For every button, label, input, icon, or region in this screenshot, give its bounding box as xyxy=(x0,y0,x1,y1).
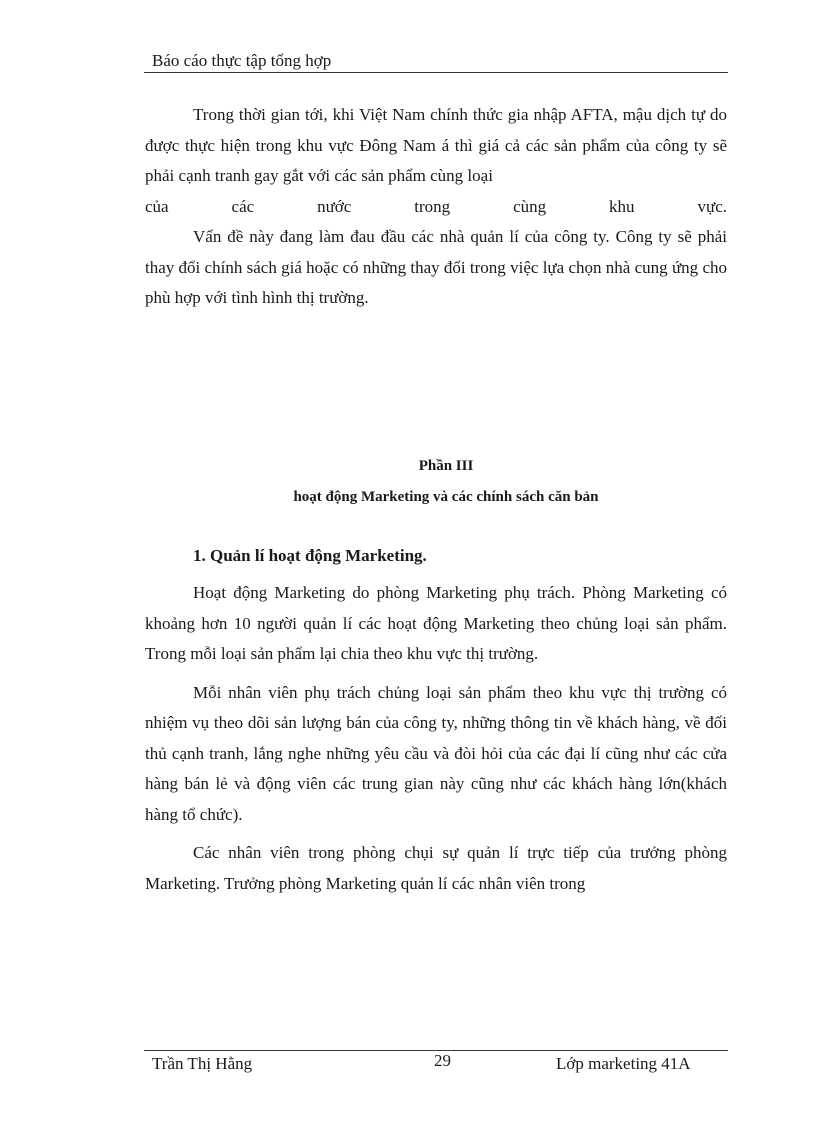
intro-section xyxy=(145,100,727,314)
footer-class-name: Lớp marketing 41A xyxy=(556,1054,691,1073)
intro-paragraph-1-main: Trong thời gian tới, khi Việt Nam chính thức gia nhập AFTA, mậu dịch tự do được thực hiện trong khu vực Đông Nam á thì giá cả các sản phẩm của công ty sẽ phải cạnh tranh gay gắt với các sản phẩm cùng loại xyxy=(145,105,727,185)
page-header xyxy=(144,50,728,73)
part-title-heading: hoạt động Marketing và các chính sách căn bản xyxy=(293,489,599,505)
part-number-heading: Phần III xyxy=(418,458,474,474)
section-body xyxy=(145,578,727,899)
footer-page-number: 29 xyxy=(434,1051,451,1070)
header-title: Báo cáo thực tập tổng hợp xyxy=(152,51,332,70)
intro-paragraph-1 xyxy=(145,100,727,192)
paragraph-gap xyxy=(145,830,727,838)
intro-paragraph-1-last-line xyxy=(145,192,727,223)
section-paragraph-3: Các nhân viên trong phòng chụi sự quản lí trực tiếp của trưởng phòng Marketing. Trưởng phòng Marketing quản lí các nhân viên trong xyxy=(145,843,727,893)
intro-paragraph-2: Vấn đề này đang làm đau đầu các nhà quản lí của công ty. Công ty sẽ phải thay đổi chính sách giá hoặc có những thay đổi trong việc lựa chọn nhà cung ứng cho phù hợp với tình hình thị trường. xyxy=(145,227,727,307)
section-paragraph-1: Hoạt động Marketing do phòng Marketing phụ trách. Phòng Marketing có khoảng hơn 10 người quản lí các hoạt động Marketing theo chủng loại sản phẩm. Trong mỗi loại sản phẩm lại chia theo khu vực thị trường. xyxy=(145,583,727,663)
section-heading: 1. Quản lí hoạt động Marketing. xyxy=(193,546,427,565)
section-paragraph-2: Mỗi nhân viên phụ trách chủng loại sản phẩm theo khu vực thị trường có nhiệm vụ theo dõi sản lượng bán của công ty, những thông tin về khách hàng, về đối thủ cạnh tranh, lắng nghe những yêu cầu và đòi hỏi của các đại lí cũng như các cửa hàng bán lẻ và động viên các trung gian này cũng như các khách hàng lớn(khách hàng tổ chức). xyxy=(145,682,727,824)
footer-author: Trần Thị Hằng xyxy=(152,1054,253,1073)
paragraph-gap xyxy=(145,670,727,678)
intro-paragraph-1-last: của các nước trong cùng khu vực. xyxy=(145,196,727,216)
